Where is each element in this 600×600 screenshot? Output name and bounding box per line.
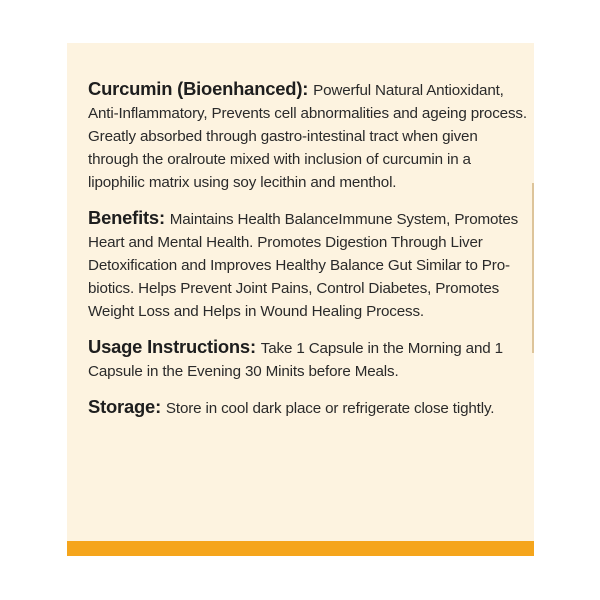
usage-text: Take 1 Capsule in the Morning and 1 Capsule in the Evening 30 Minits before Meals. [88, 340, 503, 380]
accent-bar [67, 541, 534, 556]
benefits-text: Maintains Health BalanceImmune System, Promotes Heart and Mental Health. Promotes Digestion Through Liver Detoxification and Improves Healthy Balance Gut Similar to Pro-biotics. Helps Prevent Joint Pains, Control Diabetes, Promotes Weight Loss and Helps in Wound Healing Process. [88, 211, 519, 320]
storage-heading: Storage: [88, 396, 166, 417]
storage-text: Store in cool dark place or refrigerate close tightly. [165, 400, 495, 417]
curcumin-section [88, 77, 528, 194]
usage-heading: Usage Instructions: [88, 336, 261, 357]
curcumin-heading: Curcumin (Bioenhanced): [88, 78, 314, 99]
usage-section [88, 335, 528, 383]
benefits-section [88, 206, 528, 323]
curcumin-text: Powerful Natural Antioxidant, Anti-Inflammatory, Prevents cell abnormalities and ageing process. Greatly absorbed through gastro-intestinal tract when given through the oralroute mixed with inclusion of curcumin in a lipophilic matrix using soy lecithin and menthol. [88, 82, 527, 191]
product-info-panel [67, 43, 534, 556]
panel-edge-shadow [532, 183, 534, 353]
storage-section [88, 395, 528, 420]
product-info-content [88, 77, 528, 432]
benefits-heading: Benefits: [88, 207, 170, 228]
